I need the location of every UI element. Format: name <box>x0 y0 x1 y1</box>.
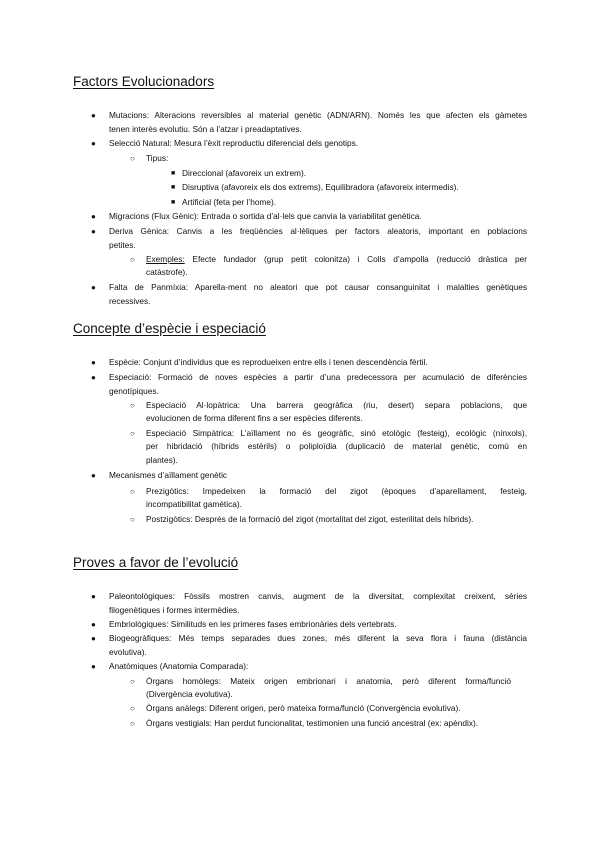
bullet: ■ <box>171 170 176 177</box>
item-paleontologiques-line1: Paleontològiques: Fòssils mostren canvis, augment de la diversitat, complexitat creixent, sèries <box>109 591 527 601</box>
bullet: ● <box>91 358 96 367</box>
bullet: ○ <box>130 515 135 524</box>
item-migracions: Migracions (Flux Gènic): Entrada o sortida d’al·lels que canvia la variabilitat genètica. <box>109 211 422 221</box>
item-artificial: Artificial (feta per l’home). <box>182 197 277 207</box>
bullet: ○ <box>130 704 135 713</box>
exemples-label: Exemples: <box>146 254 185 264</box>
bullet: ■ <box>171 184 176 191</box>
item-postzigotics: Postzigòtics: Després de la formació del zigot (mortalitat del zigot, esterilitat dels híbrids). <box>146 514 474 524</box>
bullet: ○ <box>130 255 135 264</box>
item-alopatrica-line2: evolucionen de forma diferent fins a ser espècies diferents. <box>146 413 363 423</box>
item-mutacions-line1: Mutacions: Alteracions reversibles al material genètic (ADN/ARN). Només les que afecten els gàmetes <box>109 110 527 120</box>
bullet: ● <box>91 620 96 629</box>
item-biogeografiques-line2: evolutiva). <box>109 647 147 657</box>
bullet: ● <box>91 212 96 221</box>
item-embriologiques: Embriològiques: Similituds en les primeres fases embrionàries dels vertebrats. <box>109 619 397 629</box>
bullet: ○ <box>130 429 135 438</box>
item-deriva-line1: Deriva Gènica: Canvis a les freqüències al·lèliques per factors aleatoris, important en poblacions <box>109 226 527 236</box>
bullet: ● <box>91 592 96 601</box>
heading-concepte-especie: Concepte d’espècie i especiació <box>73 321 266 336</box>
item-prezigotics-line2: incompatibilitat gamètica). <box>146 499 242 509</box>
item-biogeografiques-line1: Biogeogràfiques: Més temps separades dues zones, més diferent la seva flora i fauna (distància <box>109 633 527 643</box>
item-panmixia-line2: recessives. <box>109 296 151 306</box>
bullet: ● <box>91 634 96 643</box>
item-simpatrica-line1: Especiació Simpàtrica: L’aïllament no és geogràfic, sinó etològic (festeig), ecològic (nínxols), <box>146 428 527 438</box>
bullet: ● <box>91 227 96 236</box>
item-seleccio-natural: Selecció Natural: Mesura l’èxit reproductiu diferencial dels genotips. <box>109 138 359 148</box>
item-especiacio-line1: Especiació: Formació de noves espècies a partir d’una predecessora per acumulació de diferències <box>109 372 527 382</box>
item-deriva-line2: petites. <box>109 240 136 250</box>
item-especiacio-line2: genotípiques. <box>109 386 159 396</box>
item-panmixia-line1: Falta de Panmíxia: Aparella-ment no aleatori que pot causar consanguinitat i malalties genètiques <box>109 282 527 292</box>
item-paleontologiques-line2: filogenètiques i formes intermèdies. <box>109 605 240 615</box>
item-exemples-line1 <box>146 254 527 265</box>
bullet: ○ <box>130 677 135 686</box>
item-organs-homolegs-line1: Òrgans homòlegs: Mateix origen embrionari i anatomia, però diferent forma/funció <box>146 676 511 686</box>
bullet: ■ <box>171 199 176 206</box>
item-mutacions-line2: tenen interès evolutiu. Són a l’atzar i preadaptatives. <box>109 124 302 134</box>
item-direccional: Direccional (afavoreix un extrem). <box>182 168 307 178</box>
item-disruptiva: Disruptiva (afavoreix els dos extrems), Equilibradora (afavoreix intermedis). <box>182 182 459 192</box>
item-organs-analegs: Òrgans anàlegs: Diferent origen, però mateixa forma/funció (Convergència evolutiva). <box>146 703 461 713</box>
bullet: ○ <box>130 487 135 496</box>
bullet: ● <box>91 111 96 120</box>
item-prezigotics-line1: Prezigòtics: Impedeixen la formació del zigot (èpoques d’aparellament, festeig, <box>146 486 527 496</box>
exemples-text: Efecte fundador (grup petit colonitza) i Colls d’ampolla (reducció dràstica per <box>184 254 527 264</box>
bullet: ○ <box>130 719 135 728</box>
item-organs-homolegs-line2: (Divergència evolutiva). <box>146 689 233 699</box>
bullet: ● <box>91 139 96 148</box>
item-tipus: Tipus: <box>146 153 169 163</box>
item-mecanismes: Mecanismes d’aïllament genètic <box>109 470 228 480</box>
heading-factors-evolucionadors: Factors Evolucionadors <box>73 74 215 89</box>
bullet: ○ <box>130 401 135 410</box>
item-simpatrica-line2: per hibridació (híbrids estèrils) o poliploïdia (duplicació de material genètic, comú en <box>146 441 527 451</box>
heading-proves-evolucio: Proves a favor de l’evolució <box>73 555 239 570</box>
item-anatomiques: Anatòmiques (Anatomia Comparada): <box>109 661 249 671</box>
item-organs-vestigials: Òrgans vestigials: Han perdut funcionalitat, testimonien una funció ancestral (ex: apèndix). <box>146 718 479 728</box>
item-simpatrica-line3: plantes). <box>146 455 178 465</box>
bullet: ● <box>91 373 96 382</box>
bullet: ○ <box>130 154 135 163</box>
item-alopatrica-line1: Especiació Al·lopàtrica: Una barrera geogràfica (riu, desert) separa poblacions, que <box>146 400 527 410</box>
bullet: ● <box>91 471 96 480</box>
bullet: ● <box>91 283 96 292</box>
item-exemples-line2: catàstrofe). <box>146 267 188 277</box>
bullet: ● <box>91 662 96 671</box>
item-especie: Espècie: Conjunt d’individus que es reprodueixen entre ells i tenen descendència fèrtil. <box>109 357 428 367</box>
